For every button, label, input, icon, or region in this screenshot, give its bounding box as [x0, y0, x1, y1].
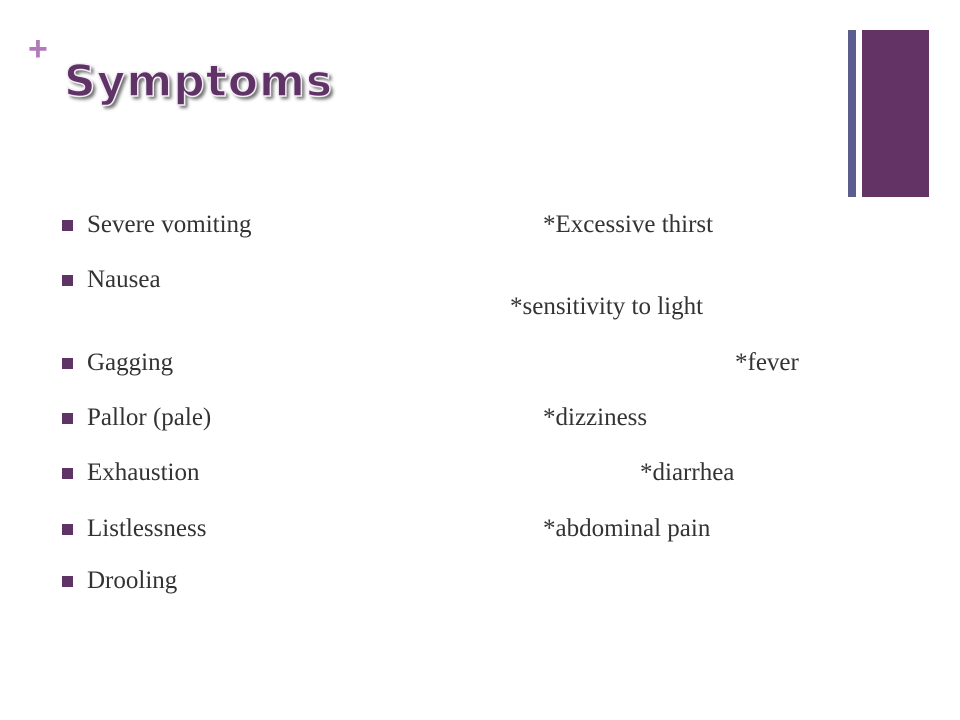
- bullet-text: Listlessness: [87, 515, 207, 542]
- accent-bar-wide: [862, 30, 929, 197]
- list-item: [62, 566, 177, 596]
- secondary-item: *abdominal pain: [543, 515, 711, 542]
- secondary-item: *fever: [735, 349, 799, 376]
- bullet-text: Nausea: [87, 266, 161, 293]
- list-item: [62, 403, 211, 433]
- list-item: [62, 458, 200, 488]
- bullet-text: Pallor (pale): [87, 404, 212, 431]
- bullet-square-icon: [62, 576, 73, 587]
- list-item: [62, 265, 161, 295]
- secondary-item: *sensitivity to light: [510, 293, 704, 320]
- slide-title: Symptoms: [64, 56, 334, 107]
- bullet-text: Exhaustion: [87, 459, 200, 486]
- bullet-square-icon: [62, 413, 73, 424]
- bullet-text: Drooling: [87, 567, 178, 594]
- bullet-square-icon: [62, 275, 73, 286]
- list-item: [62, 514, 206, 544]
- bullet-text: Gagging: [87, 349, 174, 376]
- bullet-text: Severe vomiting: [87, 211, 252, 238]
- plus-icon: +: [28, 30, 48, 68]
- secondary-item: *diarrhea: [640, 459, 735, 486]
- bullet-square-icon: [62, 358, 73, 369]
- bullet-square-icon: [62, 468, 73, 479]
- list-item: [62, 210, 252, 240]
- list-item: [62, 348, 173, 378]
- secondary-item: *Excessive thirst: [543, 211, 714, 238]
- bullet-square-icon: [62, 220, 73, 231]
- accent-bar-thin: [848, 30, 856, 197]
- secondary-item: *dizziness: [543, 404, 648, 431]
- bullet-square-icon: [62, 524, 73, 535]
